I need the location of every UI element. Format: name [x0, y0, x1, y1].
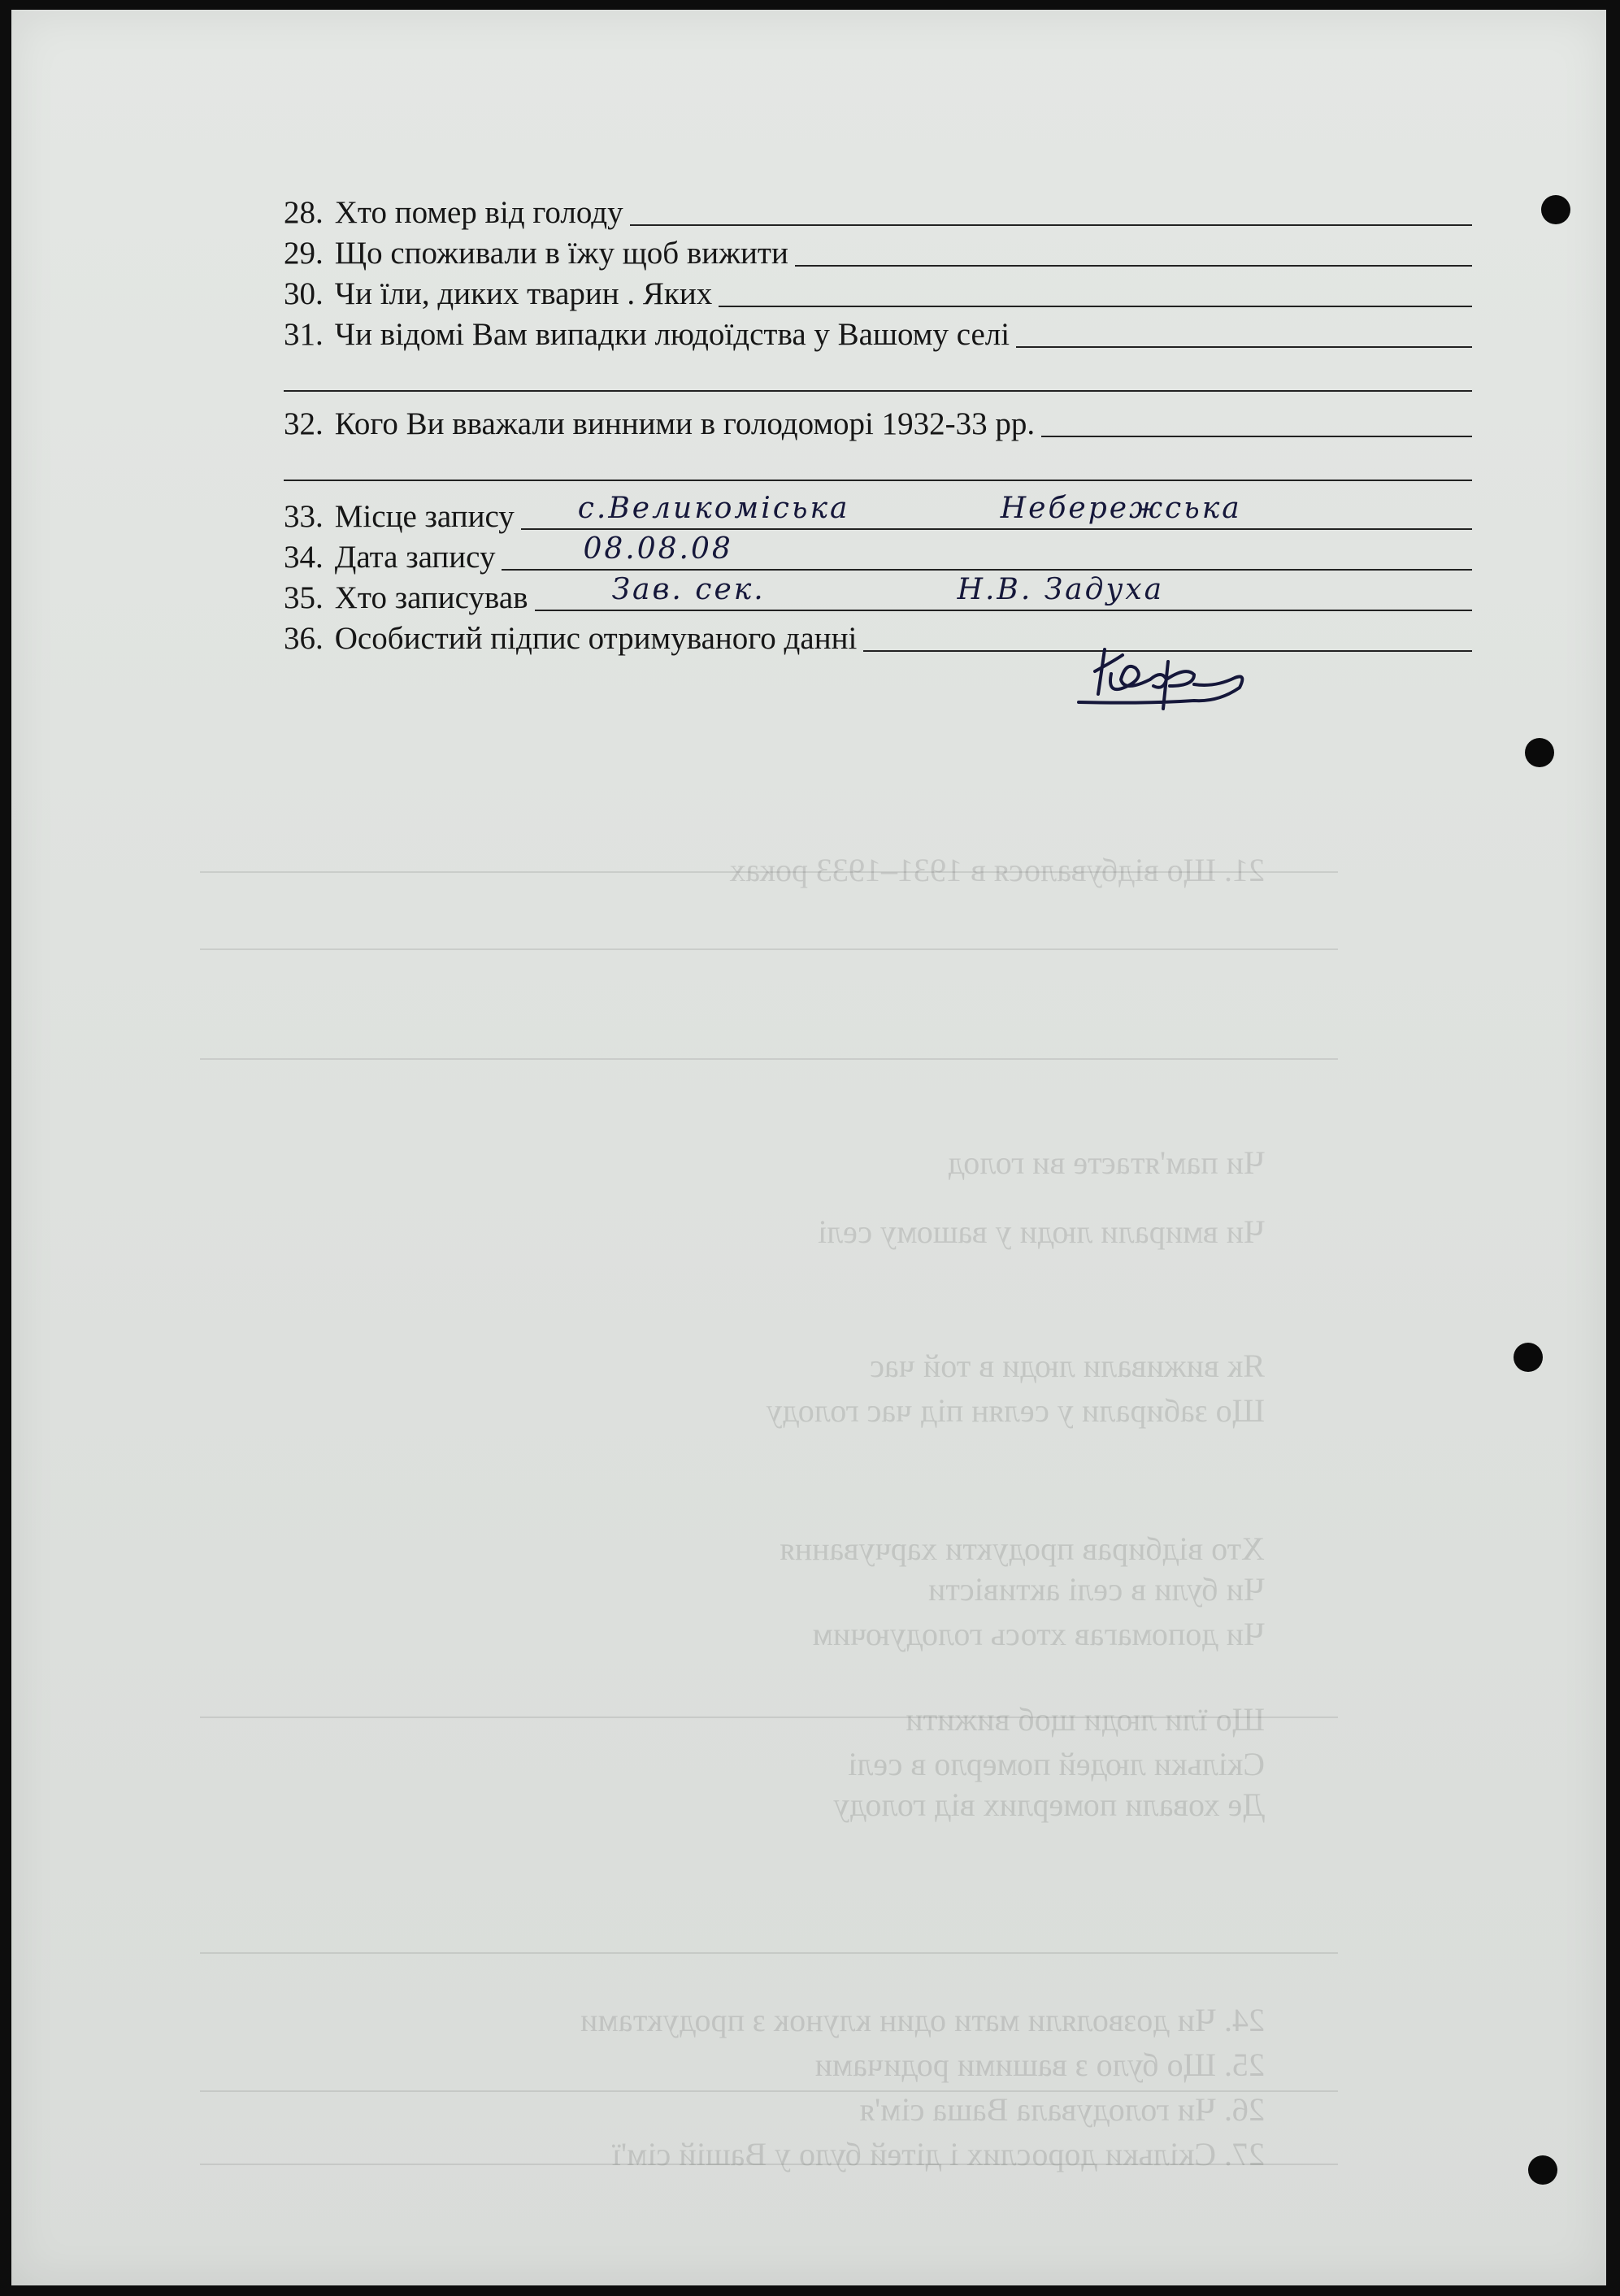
question-33: [284, 491, 1472, 535]
punch-hole: [1514, 1343, 1543, 1372]
question-29: [284, 228, 1472, 271]
ghost-line-text: Що забирали у селян під час голоду: [766, 1392, 1265, 1429]
punch-hole: [1541, 195, 1570, 224]
question-number: 33.: [284, 499, 324, 534]
answer-line[interactable]: [630, 189, 1472, 226]
answer-line[interactable]: [521, 493, 1472, 530]
ghost-line-text: 25. Що було з вашими родичами: [814, 2046, 1265, 2083]
answer-line[interactable]: [1041, 400, 1472, 437]
answer-line[interactable]: [795, 229, 1472, 267]
ghost-line-text: Де ховали померлих від голоду: [833, 1786, 1265, 1823]
handwritten-recorder-name: Н.В. Задуха: [957, 573, 1165, 606]
question-28: [284, 187, 1472, 231]
punch-hole: [1528, 2155, 1557, 2185]
question-number: 32.: [284, 406, 324, 441]
answer-line[interactable]: [535, 574, 1472, 611]
question-number: 29.: [284, 236, 324, 271]
ghost-line-text: Чи були в селі активісти: [928, 1571, 1265, 1608]
ghost-line-text: Чи допомагав хтось голодуючим: [812, 1616, 1265, 1652]
question-label: Кого Ви вважали винними в голодоморі 1932-33 рр.: [334, 406, 1036, 441]
document-page: [11, 10, 1606, 2285]
answer-continuation-line[interactable]: [284, 390, 1472, 392]
ghost-line-text: Чи пам'ятаєте ви голод: [948, 1144, 1265, 1181]
ghost-line-text: Хто відбирав продукти харчування: [780, 1530, 1265, 1567]
question-35: [284, 572, 1472, 616]
handwritten-district: Небережська: [1000, 492, 1242, 525]
ghost-line-text: 26. Чи голодувала Ваша сім'я: [859, 2091, 1265, 2128]
question-36: [284, 613, 1472, 657]
question-number: 31.: [284, 317, 324, 352]
handwritten-signature: [1072, 637, 1283, 727]
question-number: 34.: [284, 540, 324, 575]
answer-line[interactable]: [1016, 310, 1472, 348]
question-label: Що споживали в їжу щоб вижити: [334, 236, 788, 271]
question-32: [284, 398, 1472, 442]
question-31: [284, 309, 1472, 353]
ghost-line-text: 27. Скільки дорослих і дітей було у Вашій сім'ї: [611, 2136, 1265, 2172]
question-label: Місце запису: [334, 499, 515, 534]
punch-hole: [1525, 738, 1554, 767]
handwritten-village: с.Великоміська: [577, 492, 850, 525]
ghost-line-text: 21. Що відбувалося в 1931–1933 роках: [729, 852, 1265, 888]
question-label: Дата запису: [334, 540, 496, 575]
question-label: Чи відомі Вам випадки людоїдства у Вашому селі: [334, 317, 1010, 352]
handwritten-date: 08.08.08: [583, 532, 733, 566]
answer-line[interactable]: [719, 270, 1472, 307]
question-number: 35.: [284, 580, 324, 615]
question-30: [284, 268, 1472, 312]
question-number: 30.: [284, 276, 324, 311]
answer-line[interactable]: [502, 533, 1472, 571]
question-number: 36.: [284, 621, 324, 656]
question-label: Хто помер від голоду: [334, 195, 623, 230]
ghost-line-text: Як виживали люди в той час: [870, 1348, 1265, 1384]
handwritten-recorder-title: Зав. сек.: [611, 573, 766, 606]
question-34: [284, 532, 1472, 575]
question-label: Особистий підпис отримуваного данні: [334, 621, 858, 656]
question-label: Хто записував: [334, 580, 528, 615]
ghost-line-text: Що їли люди щоб вижити: [906, 1701, 1265, 1738]
question-label: Чи їли, диких тварин . Яких: [334, 276, 713, 311]
ghost-line-text: Скільки людей померло в селі: [848, 1746, 1265, 1782]
answer-continuation-line[interactable]: [284, 480, 1472, 481]
ghost-line-text: Чи вмирали люди у вашому селі: [818, 1213, 1265, 1250]
question-number: 28.: [284, 195, 324, 230]
ghost-line-text: 24. Чи дозволяли мати один клунок з продуктами: [580, 2002, 1265, 2038]
